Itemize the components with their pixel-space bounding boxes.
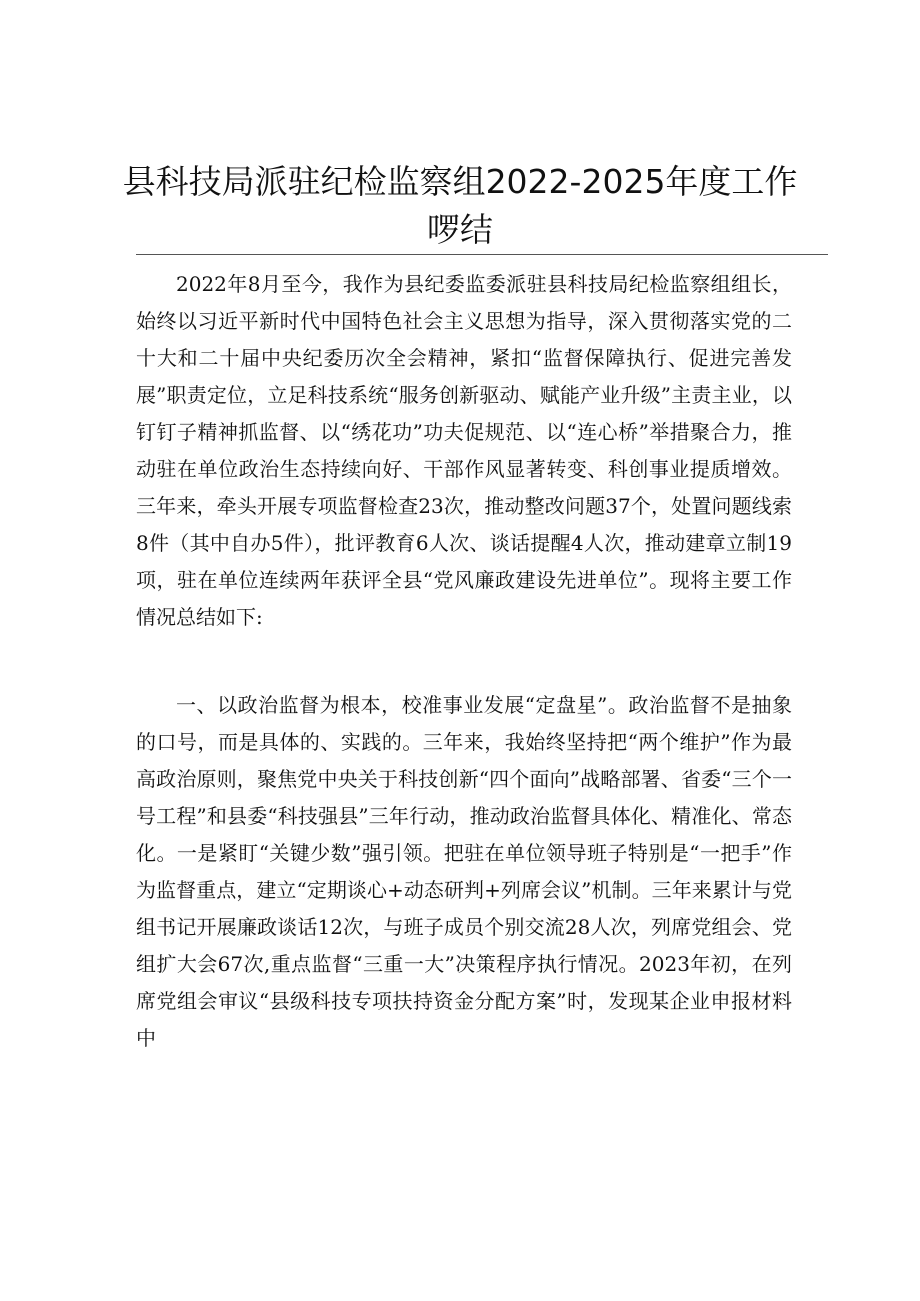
title-divider bbox=[136, 254, 828, 255]
paragraph-intro: 2022年8月至今，我作为县纪委监委派驻县科技局纪检监察组组长，始终以习近平新时代中国特色社会主义思想为指导，深入贯彻落实党的二十大和二十届中央纪委历次全会精神，紧扣“监督保障执行、促进完善发展”职责定位，立足科技系统“服务创新驱动、赋能产业升级”主责主业，以钉钉子精神抓监督、以“绣花功”功夫促规范、以“连心桥”举措聚合力，推动驻在单位政治生态持续向好、干部作风显著转变、科创事业提质增效。三年来，牵头开展专项监督检查23次，推动整改问题37个，处置问题线索8件（其中自办5件），批评教育6人次、谈话提醒4人次，推动建章立制19项，驻在单位连续两年获评全县“党风廉政建设先进单位”。现将主要工作情况总结如下: bbox=[136, 272, 792, 629]
paragraph-section-1: 一、以政治监督为根本，校准事业发展“定盘星”。政治监督不是抽象的口号，而是具体的、实践的。三年来，我始终坚持把“两个维护”作为最高政治原则，聚焦党中央关于科技创新“四个面向”战略部署、省委“三个一号工程”和县委“科技强县”三年行动，推动政治监督具体化、精准化、常态化。一是紧盯“关键少数”强引领。把驻在单位领导班子特别是“一把手”作为监督重点，建立“定期谈心+动态研判+列席会议”机制。三年来累计与党组书记开展廉政谈话12次，与班子成员个别交流28人次，列席党组会、党组扩大会67次,重点监督“三重一大”决策程序执行情况。2023年初，在列席党组会审议“县级科技专项扶持资金分配方案”时，发现某企业申报材料中 bbox=[136, 693, 792, 1050]
document-title: 县科技局派驻纪检监察组2022-2025年度工作啰结 bbox=[122, 162, 798, 249]
